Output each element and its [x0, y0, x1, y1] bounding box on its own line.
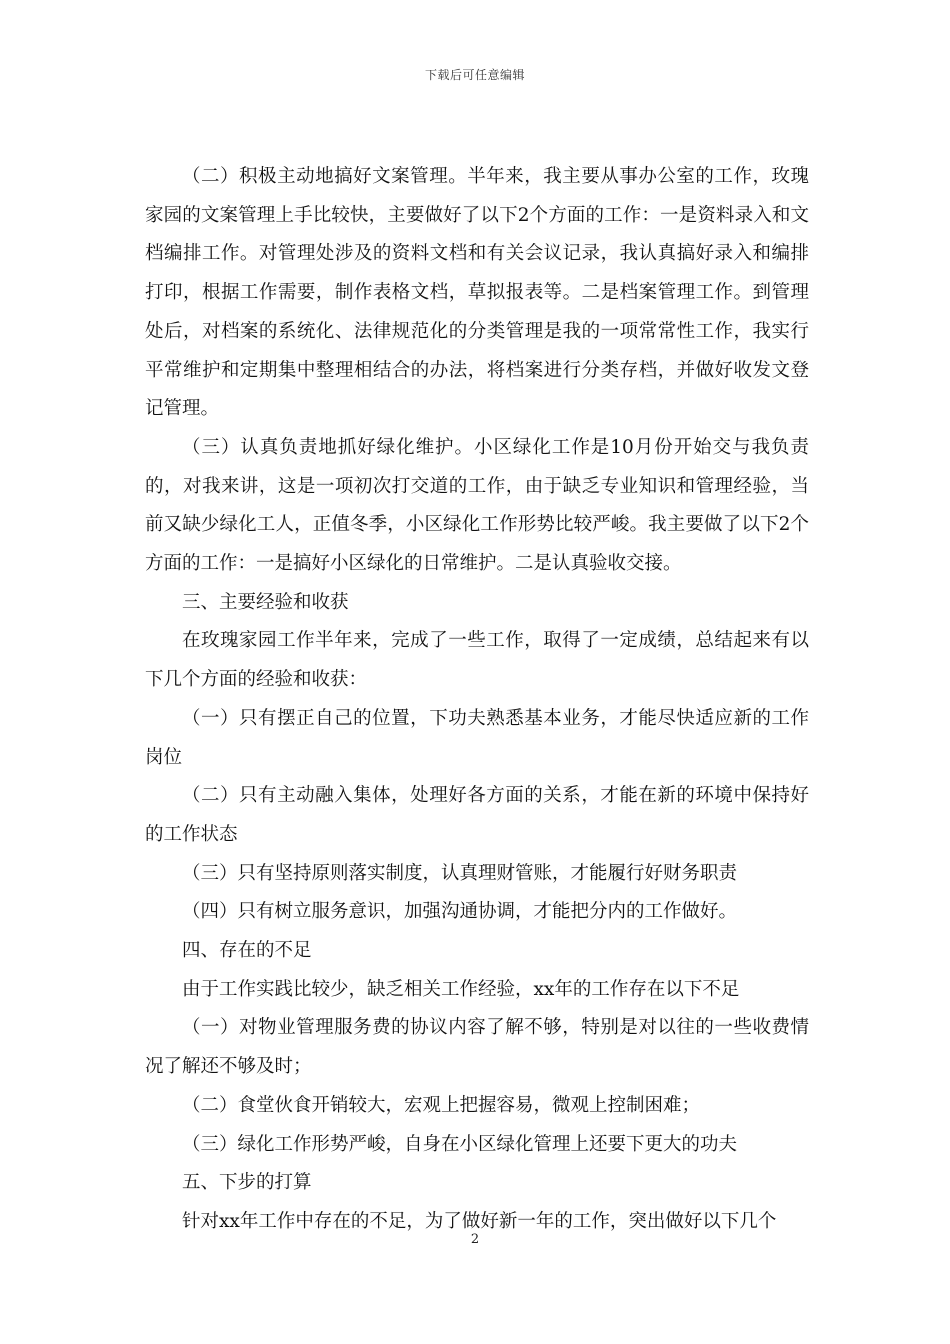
list-item: （二）只有主动融入集体，处理好各方面的关系，才能在新的环境中保持好的工作状态	[145, 785, 809, 845]
paragraph: （三）认真负责地抓好绿化维护。小区绿化工作是10月份开始交与我负责的，对我来讲，这是一项初次打交道的工作，由于缺乏专业知识和管理经验，当前又缺少绿化工人，正值冬季，小区绿化工作形势比较严峻。我主要做了以下2个方面的工作：一是搞好小区绿化的日常维护。二是认真验收交接。	[145, 436, 809, 575]
list-item: （三）只有坚持原则落实制度，认真理财管账，才能履行好财务职责	[182, 862, 738, 884]
list-item: （一）只有摆正自己的位置，下功夫熟悉基本业务，才能尽快适应新的工作岗位	[145, 707, 809, 768]
list-item: （二）食堂伙食开销较大，宏观上把握容易，微观上控制困难；	[182, 1094, 701, 1116]
paragraph: 针对xx年工作中存在的不足，为了做好新一年的工作，突出做好以下几个	[182, 1210, 777, 1232]
section-heading: 三、主要经验和收获	[182, 591, 349, 613]
section-heading: 四、存在的不足	[182, 940, 312, 962]
paragraph: 在玫瑰家园工作半年来，完成了一些工作，取得了一定成绩，总结起来有以下几个方面的经验和收获：	[145, 630, 809, 691]
page-number: 2	[470, 1232, 480, 1247]
list-item: （一）对物业管理服务费的协议内容了解不够，特别是对以往的一些收费情况了解还不够及时；	[145, 1017, 809, 1078]
paragraph: 由于工作实践比较少，缺乏相关工作经验，xx年的工作存在以下不足	[182, 978, 740, 1000]
list-item: （四）只有树立服务意识，加强沟通协调，才能把分内的工作做好。	[182, 901, 738, 923]
list-item: （三）绿化工作形势严峻，自身在小区绿化管理上还要下更大的功夫	[182, 1133, 738, 1155]
document-body	[145, 158, 809, 1242]
paragraph: （二）积极主动地搞好文案管理。半年来，我主要从事办公室的工作，玫瑰家园的文案管理上手比较快，主要做好了以下2个方面的工作：一是资料录入和文档编排工作。对管理处涉及的资料文档和有关会议记录，我认真搞好录入和编排打印，根据工作需要，制作表格文档，草拟报表等。二是档案管理工作。到管理处后，对档案的系统化、法律规范化的分类管理是我的一项常常性工作，我实行平常维护和定期集中整理相结合的办法，将档案进行分类存档，并做好收发文登记管理。	[145, 166, 809, 420]
section-heading: 五、下步的打算	[182, 1172, 312, 1194]
page-header: 下载后可任意编辑	[424, 68, 525, 82]
